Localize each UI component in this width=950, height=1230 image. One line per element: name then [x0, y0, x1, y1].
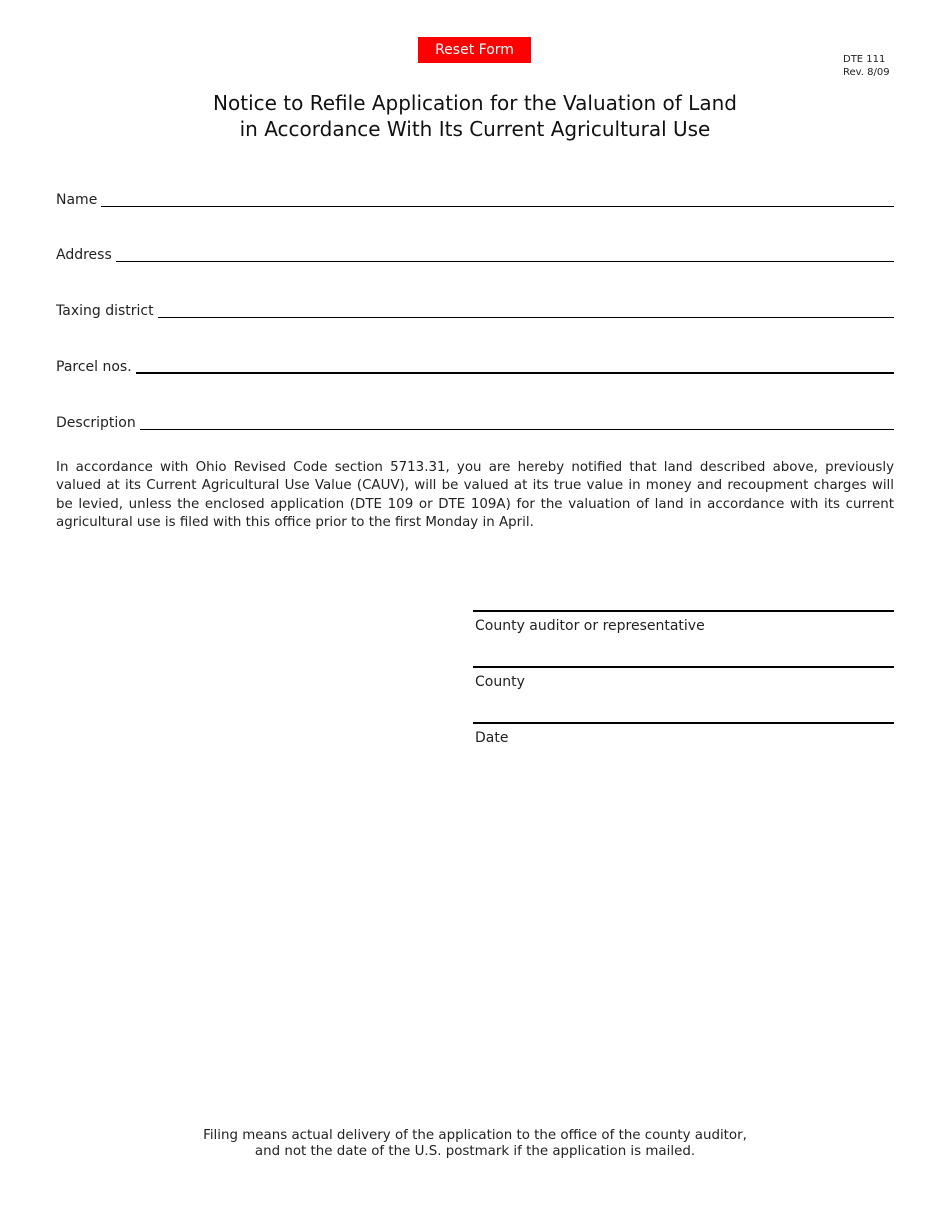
form-revision: Rev. 8/09 [843, 67, 890, 78]
parcel-nos-label: Parcel nos. [56, 359, 132, 375]
parcel-nos-field[interactable] [136, 372, 894, 374]
auditor-signature-line[interactable] [473, 610, 894, 612]
description-row [56, 411, 894, 431]
description-field[interactable] [140, 429, 894, 430]
date-signature-line[interactable] [473, 722, 894, 724]
parcel-nos-row [56, 355, 894, 375]
title-line-2: in Accordance With Its Current Agricultural Use [239, 117, 711, 141]
county-signature-line[interactable] [473, 666, 894, 668]
page-title [0, 90, 950, 142]
taxing-district-field[interactable] [158, 317, 894, 318]
address-field[interactable] [116, 261, 894, 262]
footer-line-1: Filing means actual delivery of the application to the office of the county auditor, [203, 1128, 747, 1143]
taxing-district-row [56, 299, 894, 319]
footer-note [0, 1128, 950, 1160]
description-label: Description [56, 415, 136, 431]
address-row [56, 243, 894, 263]
taxing-district-label: Taxing district [56, 303, 154, 319]
name-label: Name [56, 192, 98, 208]
footer-line-2: and not the date of the U.S. postmark if the application is mailed. [254, 1144, 696, 1159]
notice-paragraph: In accordance with Ohio Revised Code section 5713.31, you are hereby notified that land described above, previously valued at its Current Agricultural Use Value (CAUV), will be valued at its true value in money and recoupment charges will be levied, unless the enclosed application (DTE 109 or DTE 109A) for the valuation of land in accordance with its current agricultural use is filed with this office prior to the first Monday in April. [56, 460, 894, 530]
date-label: Date [475, 730, 509, 746]
county-label: County [475, 674, 525, 690]
title-line-1: Notice to Refile Application for the Valuation of Land [213, 91, 737, 115]
reset-form-button[interactable]: Reset Form [418, 37, 531, 63]
form-number: DTE 111 [843, 54, 886, 65]
name-field[interactable] [101, 206, 894, 207]
address-label: Address [56, 247, 112, 263]
form-identifier [843, 53, 890, 79]
name-row [56, 188, 894, 208]
auditor-label: County auditor or representative [475, 618, 705, 634]
